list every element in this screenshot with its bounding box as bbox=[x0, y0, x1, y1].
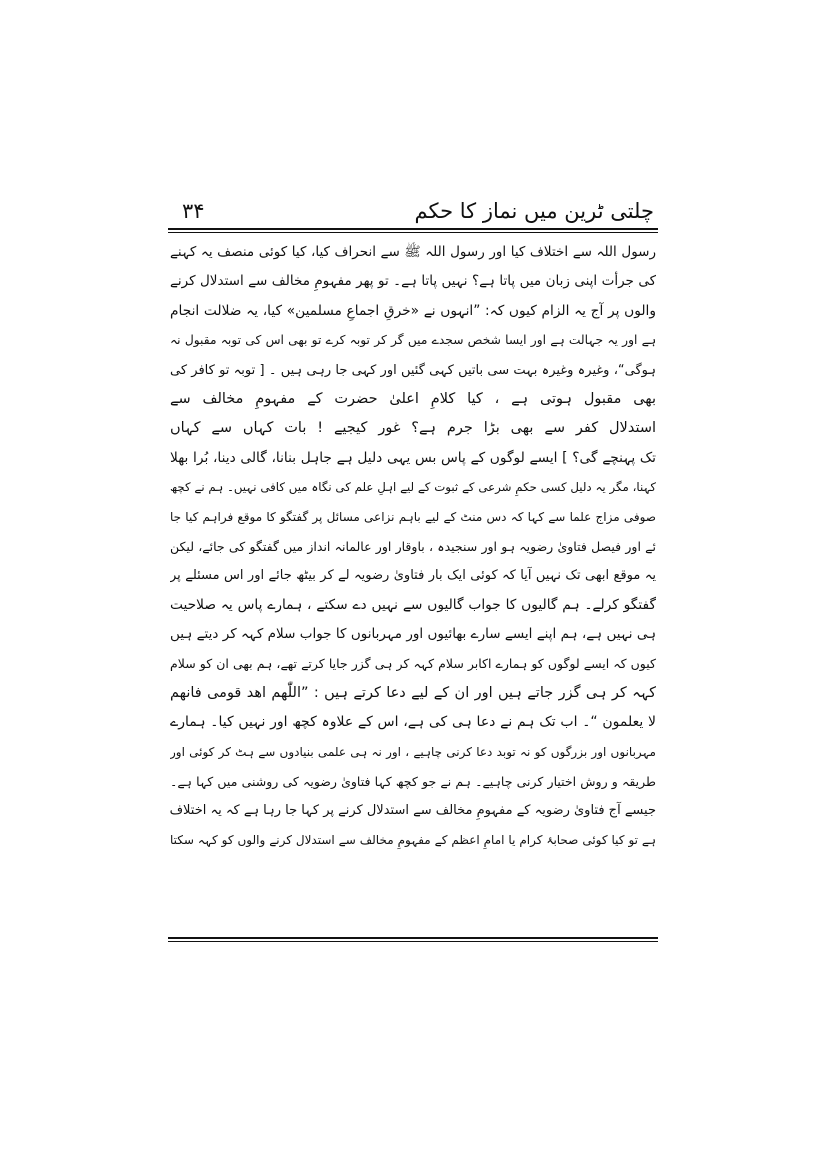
text-line: ہے اور یہ جہالت ہے اور ایسا شخص سجدے میں گر کر توبہ کرے تو بھی اس کی توبہ مقبول نہ bbox=[170, 333, 656, 348]
running-header bbox=[168, 193, 658, 229]
text-line: بھی مقبول ہوتی ہے ، کیا کلامِ اعلیٰ حضرت کے مفہومِ مخالف سے bbox=[170, 390, 656, 407]
body-text bbox=[170, 238, 656, 855]
text-line: گفتگو کرلے۔ ہم گالیوں کا جواب گالیوں سے نہیں دے سکتے ، ہمارے پاس یہ صلاحیت bbox=[170, 596, 656, 613]
text-line: تک پہنچے گی؟ ] ایسے لوگوں کے پاس بس یہی دلیل ہے جاہل بنانا، گالی دینا، بُرا بھلا bbox=[170, 449, 656, 466]
text-line: والوں پر آج یہ الزام کیوں کہ: ”انہوں نے «خرقِ اجماعِ مسلمین» کیا، یہ ضلالت انجام bbox=[170, 302, 656, 319]
text-line: ہوگی“، وغیرہ وغیرہ بہت سی باتیں کہی گئیں اور کہی جا رہی ہیں ۔ [ توبہ تو کافر کی bbox=[170, 362, 656, 378]
page-number: ۳۴ bbox=[182, 199, 205, 223]
text-line: یہ موقع ابھی تک نہیں آیا کہ کوئی ایک بار فتاویٰ رضویہ لے کر بیٹھ جائے اور اس مسئلے پر bbox=[170, 568, 656, 584]
text-line: رسول اللہ سے اختلاف کیا اور رسول اللہ ﷺ سے انحراف کیا، کیا کوئی منصف یہ کہنے bbox=[170, 244, 656, 260]
header-rule-thick bbox=[168, 228, 658, 230]
text-line: ہی نہیں ہے، ہم اپنے ایسے سارے بھائیوں اور مہربانوں کا جواب سلام کہہ کر دیتے ہیں bbox=[170, 626, 656, 643]
text-line: کیوں کہ ایسے لوگوں کو ہمارے اکابر سلام کہہ کر ہی گزر جایا کرتے تھے، ہم بھی ان کو سلام bbox=[170, 656, 656, 672]
footer-rule-thin bbox=[168, 941, 658, 942]
text-line: کہنا، مگر یہ دلیل کسی حکمِ شرعی کے ثبوت کے لیے اہلِ علم کی نگاہ میں کافی نہیں۔ ہم نے کچھ bbox=[170, 480, 656, 495]
text-line: ئے اور فیصل فتاویٰ رضویہ ہو اور سنجیدہ ، باوقار اور عالمانہ انداز میں گفتگو کی جائے، لیکن bbox=[170, 538, 656, 554]
text-line: استدلال کفر سے بھی بڑا جرم ہے؟ غور کیجیے ! بات کہاں سے کہاں bbox=[170, 420, 656, 437]
text-line: مہربانوں اور بزرگوں کو نہ توبد دعا کرنی چاہیے ، اور نہ ہی علمی بنیادوں سے ہٹ کر کوئی اور bbox=[170, 744, 656, 759]
text-line: ہے تو کیا کوئی صحابۂ کرام یا امامِ اعظم کے مفہومِ مخالف سے استدلال کرنے والوں کو کہہ سکتا bbox=[170, 832, 656, 847]
text-line: کی جرأت اپنی زبان میں پاتا ہے؟ نہیں پاتا ہے۔ تو پھر مفہومِ مخالف سے استدلال کرنے bbox=[170, 273, 656, 290]
text-line: جیسے آج فتاویٰ رضویہ کے مفہومِ مخالف سے استدلال کرنے پر کہا جا رہا ہے کہ یہ اختلاف bbox=[170, 803, 656, 819]
footer-rule-thick bbox=[168, 937, 658, 939]
text-line: لا یعلمون “۔ اب تک ہم نے دعا ہی کی ہے، اس کے علاوہ کچھ اور نہیں کیا۔ ہمارے bbox=[170, 714, 656, 731]
text-line: کہہ کر ہی گزر جاتے ہیں اور ان کے لیے دعا کرتے ہیں : ”اللّٰھم اھد قومی فانھم bbox=[170, 684, 656, 701]
text-line: طریقہ و روش اختیار کرنی چاہیے۔ ہم نے جو کچھ کہا فتاویٰ رضویہ کی روشنی میں کہا ہے۔ bbox=[170, 774, 656, 790]
header-rule-thin bbox=[168, 232, 658, 233]
chapter-title: چلتی ٹرین میں نماز کا حکم bbox=[414, 199, 654, 223]
text-line: صوفی مزاج علما سے کہا کہ دس منٹ کے لیے باہم نزاعی مسائل پر گفتگو کا موقع فراہم کیا جا bbox=[170, 509, 656, 524]
